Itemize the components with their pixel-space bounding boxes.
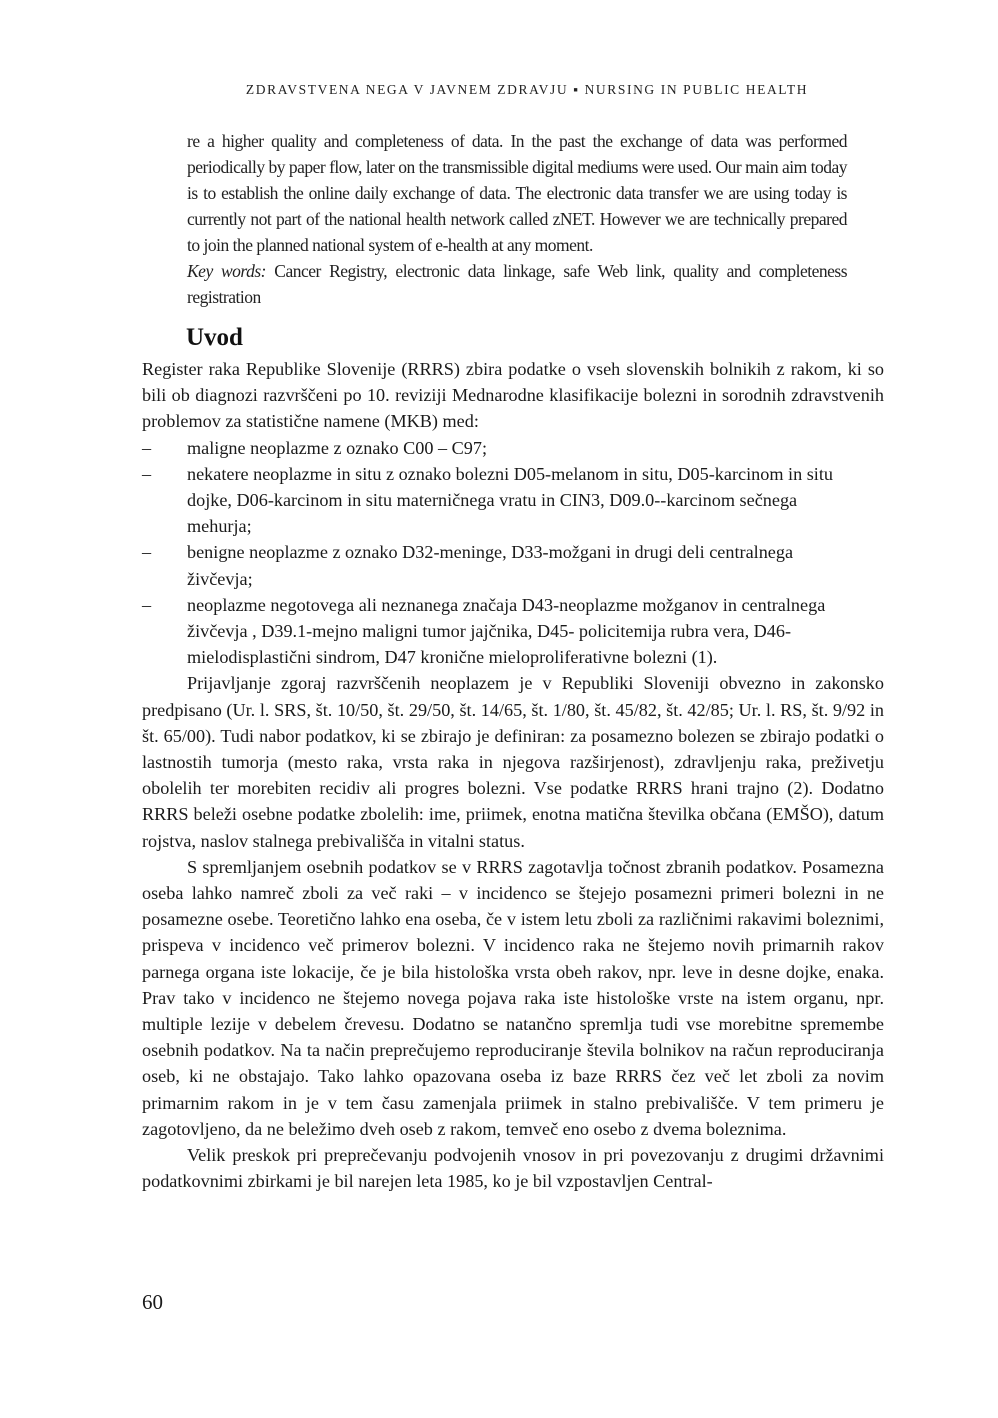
list-item-text: neoplazme negotovega ali neznanega značaja D43-neoplazme možganov in centralnega živčevja , D39.1-mejno maligni tumor jajčnika, D45- policitemija rubra vera, D46-mielodisplastični sindrom, D47 kronične mieloproliferativne bolezni (1). [187, 594, 826, 668]
running-header: ZDRAVSTVENA NEGA V JAVNEM ZDRAVJU ▪ NURSING IN PUBLIC HEALTH [245, 82, 809, 97]
list-dash: – [142, 463, 152, 484]
section-title: Uvod [186, 324, 243, 351]
list-item-text: maligne neoplazme z oznako C00 – C97; [187, 437, 488, 458]
intro-paragraph: Register raka Republike Slovenije (RRRS) zbira podatke o vseh slovenskih bolnikih z rakom, ki so bili ob diagnozi razvrščeni po 10. reviziji Mednarodne klasifikacije bolezni in sorodnih zdravstvenih problemov za statistične namene (MKB) med: [142, 359, 884, 432]
list-dash: – [142, 594, 152, 615]
list-item [142, 435, 837, 461]
keywords-text: Cancer Registry, electronic data linkage, safe Web link, quality and completeness registration [187, 261, 847, 307]
keywords [187, 258, 847, 310]
list-item-text: nekatere neoplazme in situ z oznako bolezni D05-melanom in situ, D05-karcinom in situ dojke, D06-karcinom in situ materničnega vratu in CIN3, D09.0--karcinom sečnega mehurja; [187, 463, 833, 537]
list-item [142, 539, 837, 591]
paragraph: Velik preskok pri preprečevanju podvojenih vnosov in pri povezovanju z drugimi državnimi podatkovnimi zbirkami je bil narejen leta 1985, ko je bil vzpostavljen Central- [142, 1145, 884, 1192]
keywords-label: Key words: [187, 261, 266, 281]
body-text [142, 356, 884, 1195]
page-number: 60 [142, 1290, 163, 1314]
abstract-continuation [187, 128, 847, 310]
neoplasm-list [142, 435, 884, 671]
list-dash: – [142, 542, 152, 563]
list-dash: – [142, 437, 152, 458]
list-item [142, 461, 837, 540]
paragraph: Prijavljanje zgoraj razvrščenih neoplazem je v Republiki Sloveniji obvezno in zakonsko predpisano (Ur. l. SRS, št. 10/50, št. 29/50, št. 14/65, št. 1/80, št. 45/82, št. 42/85; Ur. l. RS, št. 9/92 in št. 65/00). Tudi nabor podatkov, ki se zbirajo je definiran: za posamezno bolezen se zbirajo podatki o lastnostih tumorja (mesto raka, vrsta raka in njegova razširjenost), zdravljenju raka, preživetju obolelih ter morebiten recidiv ali progres bolezni. Vse podatke RRRS hrani trajno (2). Dodatno RRRS beleži osebne podatke zbolelih: ime, priimek, enotna matična številka občana (EMŠO), datum rojstva, naslov stalnega prebivališča in vitalni status. [142, 673, 884, 851]
list-item [142, 592, 837, 671]
list-item-text: benigne neoplazme z oznako D32-meninge, D33-možgani in drugi deli centralnega živčevja; [187, 542, 794, 589]
paragraph: S spremljanjem osebnih podatkov se v RRRS zagotavlja točnost zbranih podatkov. Posamezna oseba lahko namreč zboli za več raki – v incidenco se štejejo posamezni primeri bolezni in ne posamezne osebe. Teoretično lahko ena oseba, če v istem letu zboli za različnimi rakavimi boleznimi, prispeva v incidenco več primerov bolezni. V incidenco raka ne štejemo novih primarnih rakov parnega organa iste lokacije, če je bila histološka vrsta obeh rakov, npr. leve in desne dojke, enaka. Prav tako v incidenco ne štejemo novega pojava raka iste histološke vrste na istem organu, npr. multiple lezije v debelem črevesu. Dodatno se natančno spremlja tudi vse morebitne spremembe osebnih podatkov. Na ta način preprečujemo reproduciranje števila bolnikov na račun reproduciranja oseb, ki ne obstajajo. Tako lahko opazovana oseba iz baze RRRS čez več let zboli za novim primarnim rakom in je v tem času zamenjala priimek in stalno prebivališče. V tem primeru je zagotovljeno, da ne beležimo dveh oseb z rakom, temveč eno osebo z dvema boleznima. [142, 856, 884, 1139]
abstract-text: re a higher quality and completeness of data. In the past the exchange of data was performed periodically by paper flow, later on the transmissible digital mediums were used. Our main aim today is to establish the online daily exchange of data. The electronic data transfer we are using today is currently not part of the national health network called zNET. However we are technically prepared to join the planned national system of e-health at any moment. [187, 131, 847, 255]
